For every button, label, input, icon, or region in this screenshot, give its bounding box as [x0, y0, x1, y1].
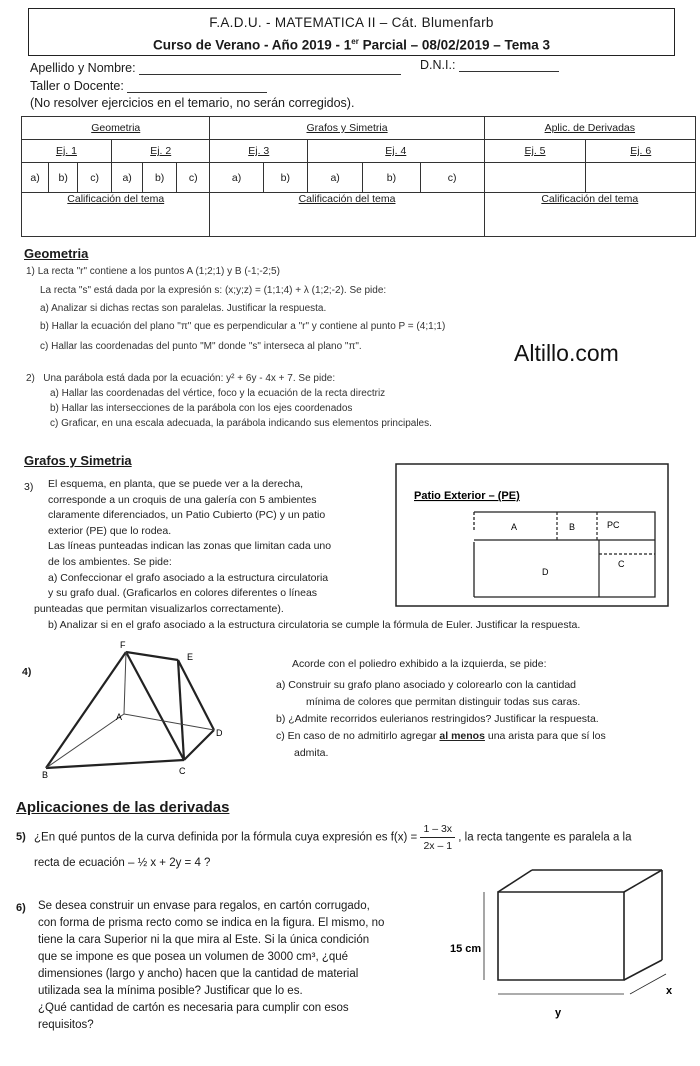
q6-line: requisitos? [38, 1019, 94, 1031]
q6-line: dimensiones (largo y ancho) hacen que la cantidad de material [38, 968, 359, 980]
q5-fraction-numerator: 1 – 3x [420, 821, 455, 838]
q4-item-c-2: admita. [294, 747, 329, 759]
dni-field[interactable] [420, 58, 559, 72]
question-2 [26, 371, 686, 431]
plan-label-pc: PC [607, 520, 620, 530]
taller-label: Taller o Docente: [30, 79, 124, 93]
section-geometria-title: Geometria [24, 246, 89, 261]
calif-derivadas[interactable]: Calificación del tema [484, 193, 695, 237]
plan-label-c: C [618, 559, 625, 569]
q5-after-text: , la recta tangente es paralela a la [458, 831, 632, 844]
ej3-item-a[interactable]: a) [210, 163, 263, 193]
section-derivadas-title: Aplicaciones de las derivadas [16, 799, 230, 816]
plan-label-a: A [511, 522, 518, 532]
q6-line: Se desea construir un envase para regalos, en cartón corrugado, [38, 900, 370, 912]
q3-line: Las líneas punteadas indican las zonas que limitan cada uno [48, 540, 332, 553]
ej2-header: Ej. 2 [111, 140, 210, 163]
q6-line: con forma de prisma recto como se indica en la figura. El mismo, no [38, 917, 385, 929]
ej3-header: Ej. 3 [210, 140, 308, 163]
q4-items [276, 677, 686, 762]
ej2-item-b[interactable]: b) [143, 163, 177, 193]
ej5-header: Ej. 5 [484, 140, 586, 163]
q3-line: de los ambientes. Se pide: [48, 555, 172, 568]
ej6-score[interactable] [586, 163, 696, 193]
q4-intro: Acorde con el poliedro exhibido a la izquierda, se pide: [292, 658, 547, 670]
ej1-item-c[interactable]: c) [78, 163, 112, 193]
box-y-label: y [555, 1007, 562, 1019]
q1-item-b: b) Hallar la ecuación del plano "π" que es perpendicular a "r" y contiene al punto P = (4;1;1) [40, 321, 446, 332]
box-edges [498, 870, 662, 980]
group-geometria: Geometria [22, 117, 210, 140]
vertex-a: A [116, 712, 123, 722]
ej1-item-a[interactable]: a) [22, 163, 49, 193]
q4-item-c-1: c) En caso de no admitirlo agregar al menos una arista para que sí los [276, 730, 606, 742]
dni-label: D.N.I.: [420, 58, 456, 72]
ej6-header: Ej. 6 [586, 140, 696, 163]
q1-line-2: La recta "s" está dada por la expresión s: (x;y;z) = (1;1;4) + λ (1;2;-2). Se pide: [40, 285, 387, 296]
q2-item-b: b) Hallar las intersecciones de la parábola con los ejes coordenados [50, 403, 353, 414]
q3-number: 3) [24, 481, 34, 493]
q6-line: ¿Qué cantidad de cartón es necesaria para cumplir con esos [38, 1002, 349, 1014]
ej4-header: Ej. 4 [308, 140, 485, 163]
instructions-note: (No resolver ejercicios en el temario, no serán corregidos). [30, 96, 355, 110]
name-input-line[interactable] [139, 74, 401, 75]
ej5-score[interactable] [484, 163, 586, 193]
q1-number: 1) [26, 266, 35, 277]
q4-item-a-1: a) Construir su grafo plano asociado y colorearlo con la cantidad [276, 679, 577, 691]
box-diagram [440, 860, 690, 1030]
q4-number: 4) [22, 666, 32, 678]
plan-title: Patio Exterior – (PE) [414, 490, 520, 502]
group-grafos: Grafos y Simetria [210, 117, 484, 140]
plan-outer-border [396, 464, 668, 606]
q2-text: Una parábola está dada por la ecuación: y² + 6y - 4x + 7. Se pide: [43, 373, 336, 384]
q1-text: La recta "r" contiene a los puntos A (1;2;1) y B (-1;-2;5) [37, 266, 280, 277]
box-dimension-lines [484, 892, 666, 994]
q4-item-a-2: mínima de colores que permitan distinguir todas sus caras. [306, 696, 581, 708]
q4-item-b: b) ¿Admite recorridos eulerianos restringidos? Justificar la respuesta. [276, 713, 599, 725]
section-grafos-title: Grafos y Simetria [24, 453, 132, 468]
ej3-item-b[interactable]: b) [263, 163, 307, 193]
q3-line: y su grafo dual. (Graficarlos en colores diferentes o líneas [48, 587, 318, 600]
q2-item-a: a) Hallar las coordenadas del vértice, foco y la ecuación de la recta directriz [50, 388, 386, 399]
exam-header [28, 8, 675, 56]
watermark-altillo: Altillo.com [514, 340, 619, 366]
q6-text [38, 898, 422, 1034]
calif-grafos[interactable]: Calificación del tema [210, 193, 484, 237]
ej1-header: Ej. 1 [22, 140, 112, 163]
taller-input-line[interactable] [127, 92, 267, 93]
q3-line: El esquema, en planta, que se puede ver a la derecha, [48, 478, 304, 490]
vertex-d: D [216, 728, 223, 738]
plan-label-d: D [542, 567, 549, 577]
polyhedron-diagram [36, 640, 236, 780]
vertex-e: E [187, 652, 194, 662]
ej4-item-a[interactable]: a) [308, 163, 363, 193]
plan-building-outline [474, 512, 655, 597]
q2-number: 2) [26, 373, 35, 384]
q5-fraction-denominator: 2x – 1 [423, 840, 453, 852]
calif-geometria[interactable]: Calificación del tema [22, 193, 210, 237]
q3-line: corresponde a un croquis de una galería con 5 ambientes [48, 493, 317, 506]
ej4-item-c[interactable]: c) [420, 163, 484, 193]
group-derivadas: Aplic. de Derivadas [484, 117, 695, 140]
q2-item-c: c) Graficar, en una escala adecuada, la parábola indicando sus elementos principales. [50, 418, 432, 429]
polyhedron-hidden-edges [46, 652, 214, 768]
box-height-label: 15 cm [450, 943, 482, 955]
q1-item-c: c) Hallar las coordenadas del punto "M" donde "s" interseca al plano "π". [40, 341, 362, 352]
q5-fraction [420, 821, 455, 854]
q5-line-2: recta de ecuación – ½ x + 2y = 4 ? [34, 857, 211, 869]
ej4-item-b[interactable]: b) [363, 163, 420, 193]
taller-field[interactable] [30, 79, 267, 93]
name-field[interactable] [30, 61, 401, 75]
plan-label-b: B [569, 522, 576, 532]
q3-line: punteadas que permitan visualizarlos correctamente). [34, 602, 284, 615]
vertex-c: C [179, 766, 186, 776]
dni-input-line[interactable] [459, 71, 559, 72]
vertex-b: B [42, 770, 49, 780]
q6-line: utilizada sea la mínima posible? Justificar que lo es. [38, 985, 303, 997]
q6-line: que se impone es que posea un volumen de 3000 cm³, ¿qué [38, 951, 349, 963]
grading-table [21, 116, 696, 237]
q3-item-b: b) Analizar si en el grafo asociado a la estructura circulatoria se cumple la fórmula de Euler. Justificar la respuesta. [48, 619, 581, 631]
box-x-label: x [666, 985, 673, 997]
q3-line: claramente diferenciados, un Patio Cubierto (PC) y un patio [48, 509, 326, 522]
vertex-f: F [120, 640, 126, 650]
q3-line: exterior (PE) que lo rodea. [48, 524, 172, 537]
q6-number: 6) [16, 902, 26, 914]
ej1-item-b[interactable]: b) [49, 163, 78, 193]
header-line-1: F.A.D.U. - MATEMATICA II – Cát. Blumenfarb [209, 15, 494, 30]
q3-line: a) Confeccionar el grafo asociado a la estructura circulatoria [48, 571, 329, 584]
floor-plan-diagram [392, 462, 672, 612]
q5-main-text: ¿En qué puntos de la curva definida por la fórmula cuya expresión es f(x) = [34, 831, 418, 844]
ej2-item-c[interactable]: c) [176, 163, 210, 193]
ej2-item-a[interactable]: a) [111, 163, 142, 193]
header-line-2: Curso de Verano - Año 2019 - 1er Parcial – 08/02/2019 – Tema 3 [152, 37, 551, 53]
name-label: Apellido y Nombre: [30, 61, 136, 75]
q3-text [34, 477, 370, 617]
q5-text [34, 821, 699, 854]
q5-number: 5) [16, 831, 26, 843]
q6-line: tiene la cara Superior ni la que mira al Este. Si la única condición [38, 934, 370, 946]
q1-item-a: a) Analizar si dichas rectas son paralelas. Justificar la respuesta. [40, 303, 327, 314]
